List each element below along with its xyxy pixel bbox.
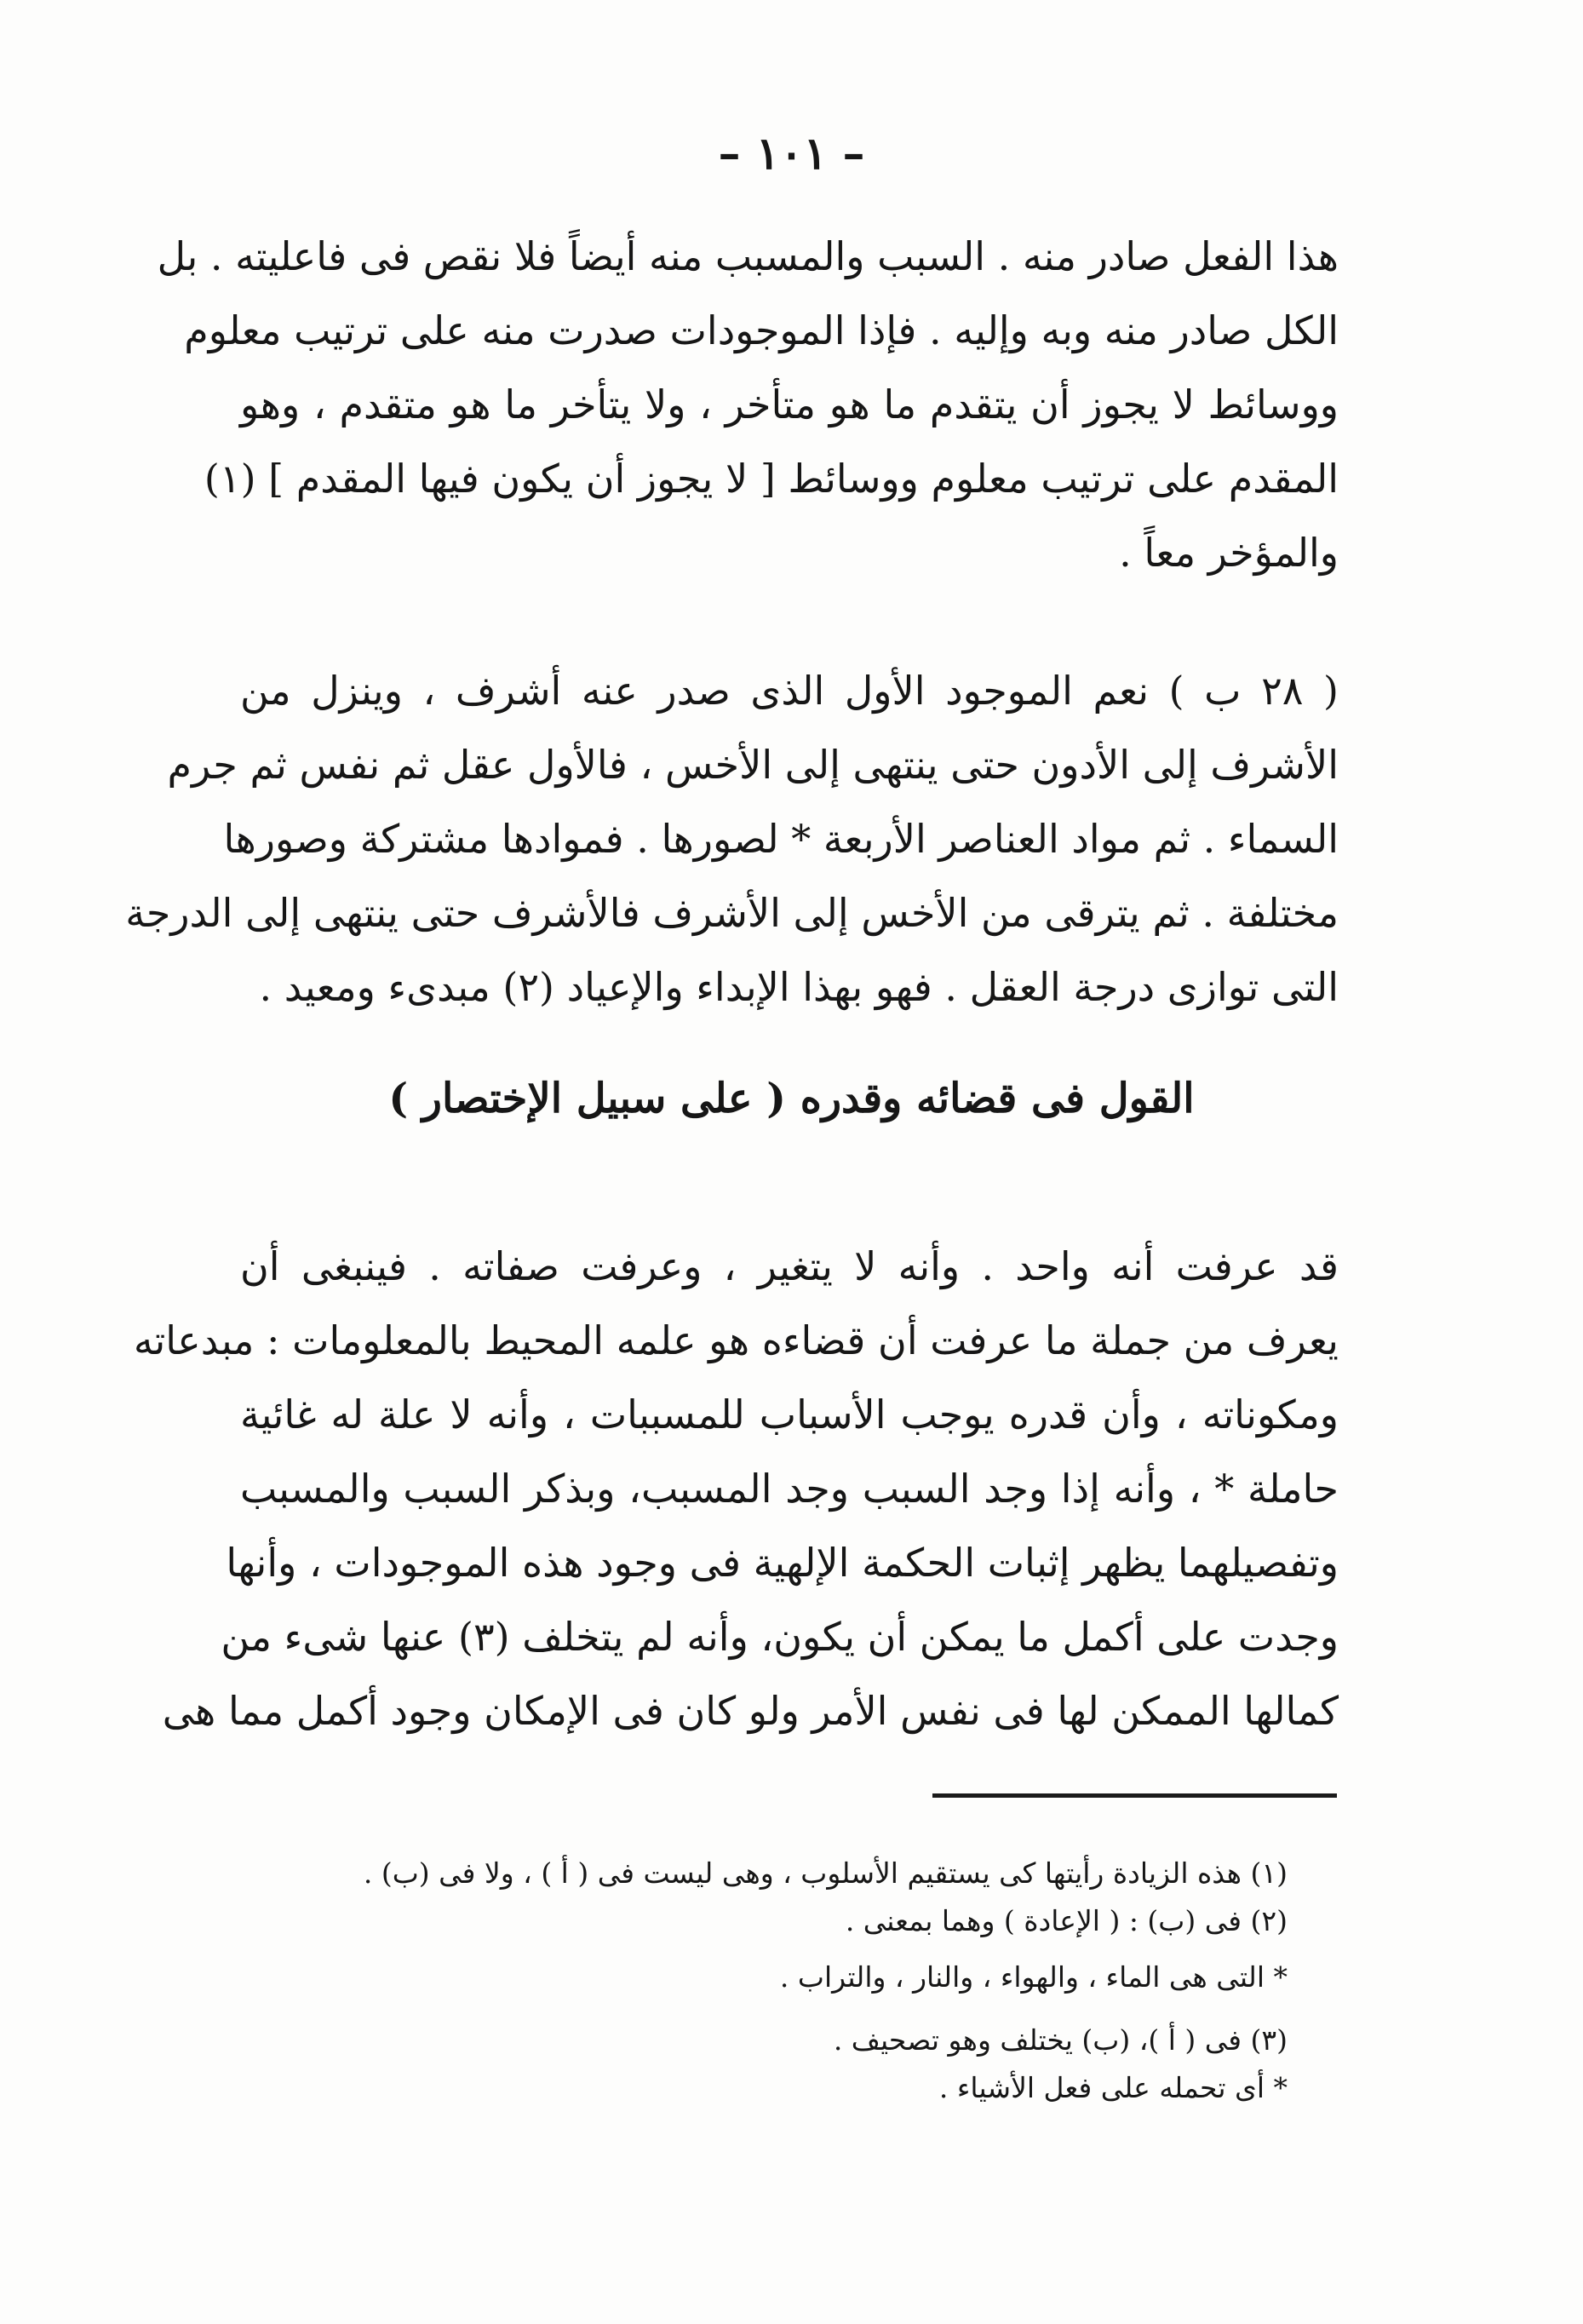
section-heading: القول فى قضائه وقدره ( على سبيل الإختصار )	[388, 1075, 1195, 1122]
paragraph-3	[133, 1230, 1339, 1748]
paragraph-line: حاملة * ، وأنه إذا وجد السبب وجد المسبب، وبذكر السبب والمسبب	[240, 1466, 1339, 1512]
paragraph-line: الكل صادر منه وبه وإليه . فإذا الموجودات صدرت منه على ترتيب معلوم	[184, 307, 1339, 353]
paragraph-line: التى توازى درجة العقل . فهو بهذا الإبداء والإعياد (٢) مبدىء ومعيد .	[259, 964, 1339, 1010]
paragraph-line: وجدت على أكمل ما يمكن أن يكون، وأنه لم يتخلف (٣) عنها شىء من	[221, 1614, 1339, 1660]
footnote: (١) هذه الزيادة رأيتها كى يستقيم الأسلوب ، وهى ليست فى ( أ ) ، ولا فى (ب) .	[363, 1856, 1288, 1890]
paragraph-line: يعرف من جملة ما عرفت أن قضاءه هو علمه المحيط بالمعلومات : مبدعاته	[133, 1317, 1339, 1363]
paragraph-line: السماء . ثم مواد العناصر الأربعة * لصورها . فموادها مشتركة وصورها	[223, 816, 1339, 862]
page-number: – ١٠١ –	[718, 128, 865, 180]
paragraph-line: وتفصيلهما يظهر إثبات الحكمة الإلهية فى وجود هذه الموجودات ، وأنها	[226, 1540, 1339, 1586]
footnote-divider	[932, 1793, 1337, 1798]
footnote: (٢) فى (ب) : ( الإعادة ) وهما بمعنى .	[845, 1904, 1288, 1937]
paragraph-line: والمؤخر معاً .	[1119, 530, 1339, 576]
paragraph-line: الأشرف إلى الأدون حتى ينتهى إلى الأخس ، فالأول عقل ثم نفس ثم جرم	[167, 742, 1339, 788]
footnotes	[240, 1850, 1288, 2112]
paragraph-1	[157, 220, 1339, 590]
paragraph-line: هذا الفعل صادر منه . السبب والمسبب منه أيضاً فلا نقص فى فاعليته . بل	[157, 233, 1339, 279]
footnote: (٣) فى ( أ )، (ب) يختلف وهو تصحيف .	[833, 2023, 1288, 2057]
paragraph-line: كمالها الممكن لها فى نفس الأمر ولو كان فى الإمكان وجود أكمل مما هى	[162, 1688, 1339, 1734]
paragraph-line: مختلفة . ثم يترقى من الأخس إلى الأشرف فالأشرف حتى ينتهى إلى الدرجة	[125, 890, 1339, 936]
paragraph-line: ( ٢٨ ب ) نعم الموجود الأول الذى صدر عنه أشرف ، وينزل من	[240, 668, 1339, 714]
paragraph-line: ومكوناته ، وأن قدره يوجب الأسباب للمسببات ، وأنه لا علة له غائية	[240, 1392, 1339, 1437]
paragraph-line: قد عرفت أنه واحد . وأنه لا يتغير ، وعرفت صفاته . فينبغى أن	[240, 1243, 1339, 1289]
paragraph-line: ووسائط لا يجوز أن يتقدم ما هو متأخر ، ولا يتأخر ما هو متقدم ، وهو	[240, 382, 1339, 428]
paragraph-line: المقدم على ترتيب معلوم ووسائط [ لا يجوز أن يكون فيها المقدم ] (١)	[204, 456, 1339, 502]
paragraph-2	[125, 654, 1339, 1024]
footnote: * التى هى الماء ، والهواء ، والنار ، والتراب .	[779, 1960, 1288, 1994]
footnote: * أى تحمله على فعل الأشياء .	[938, 2071, 1288, 2104]
